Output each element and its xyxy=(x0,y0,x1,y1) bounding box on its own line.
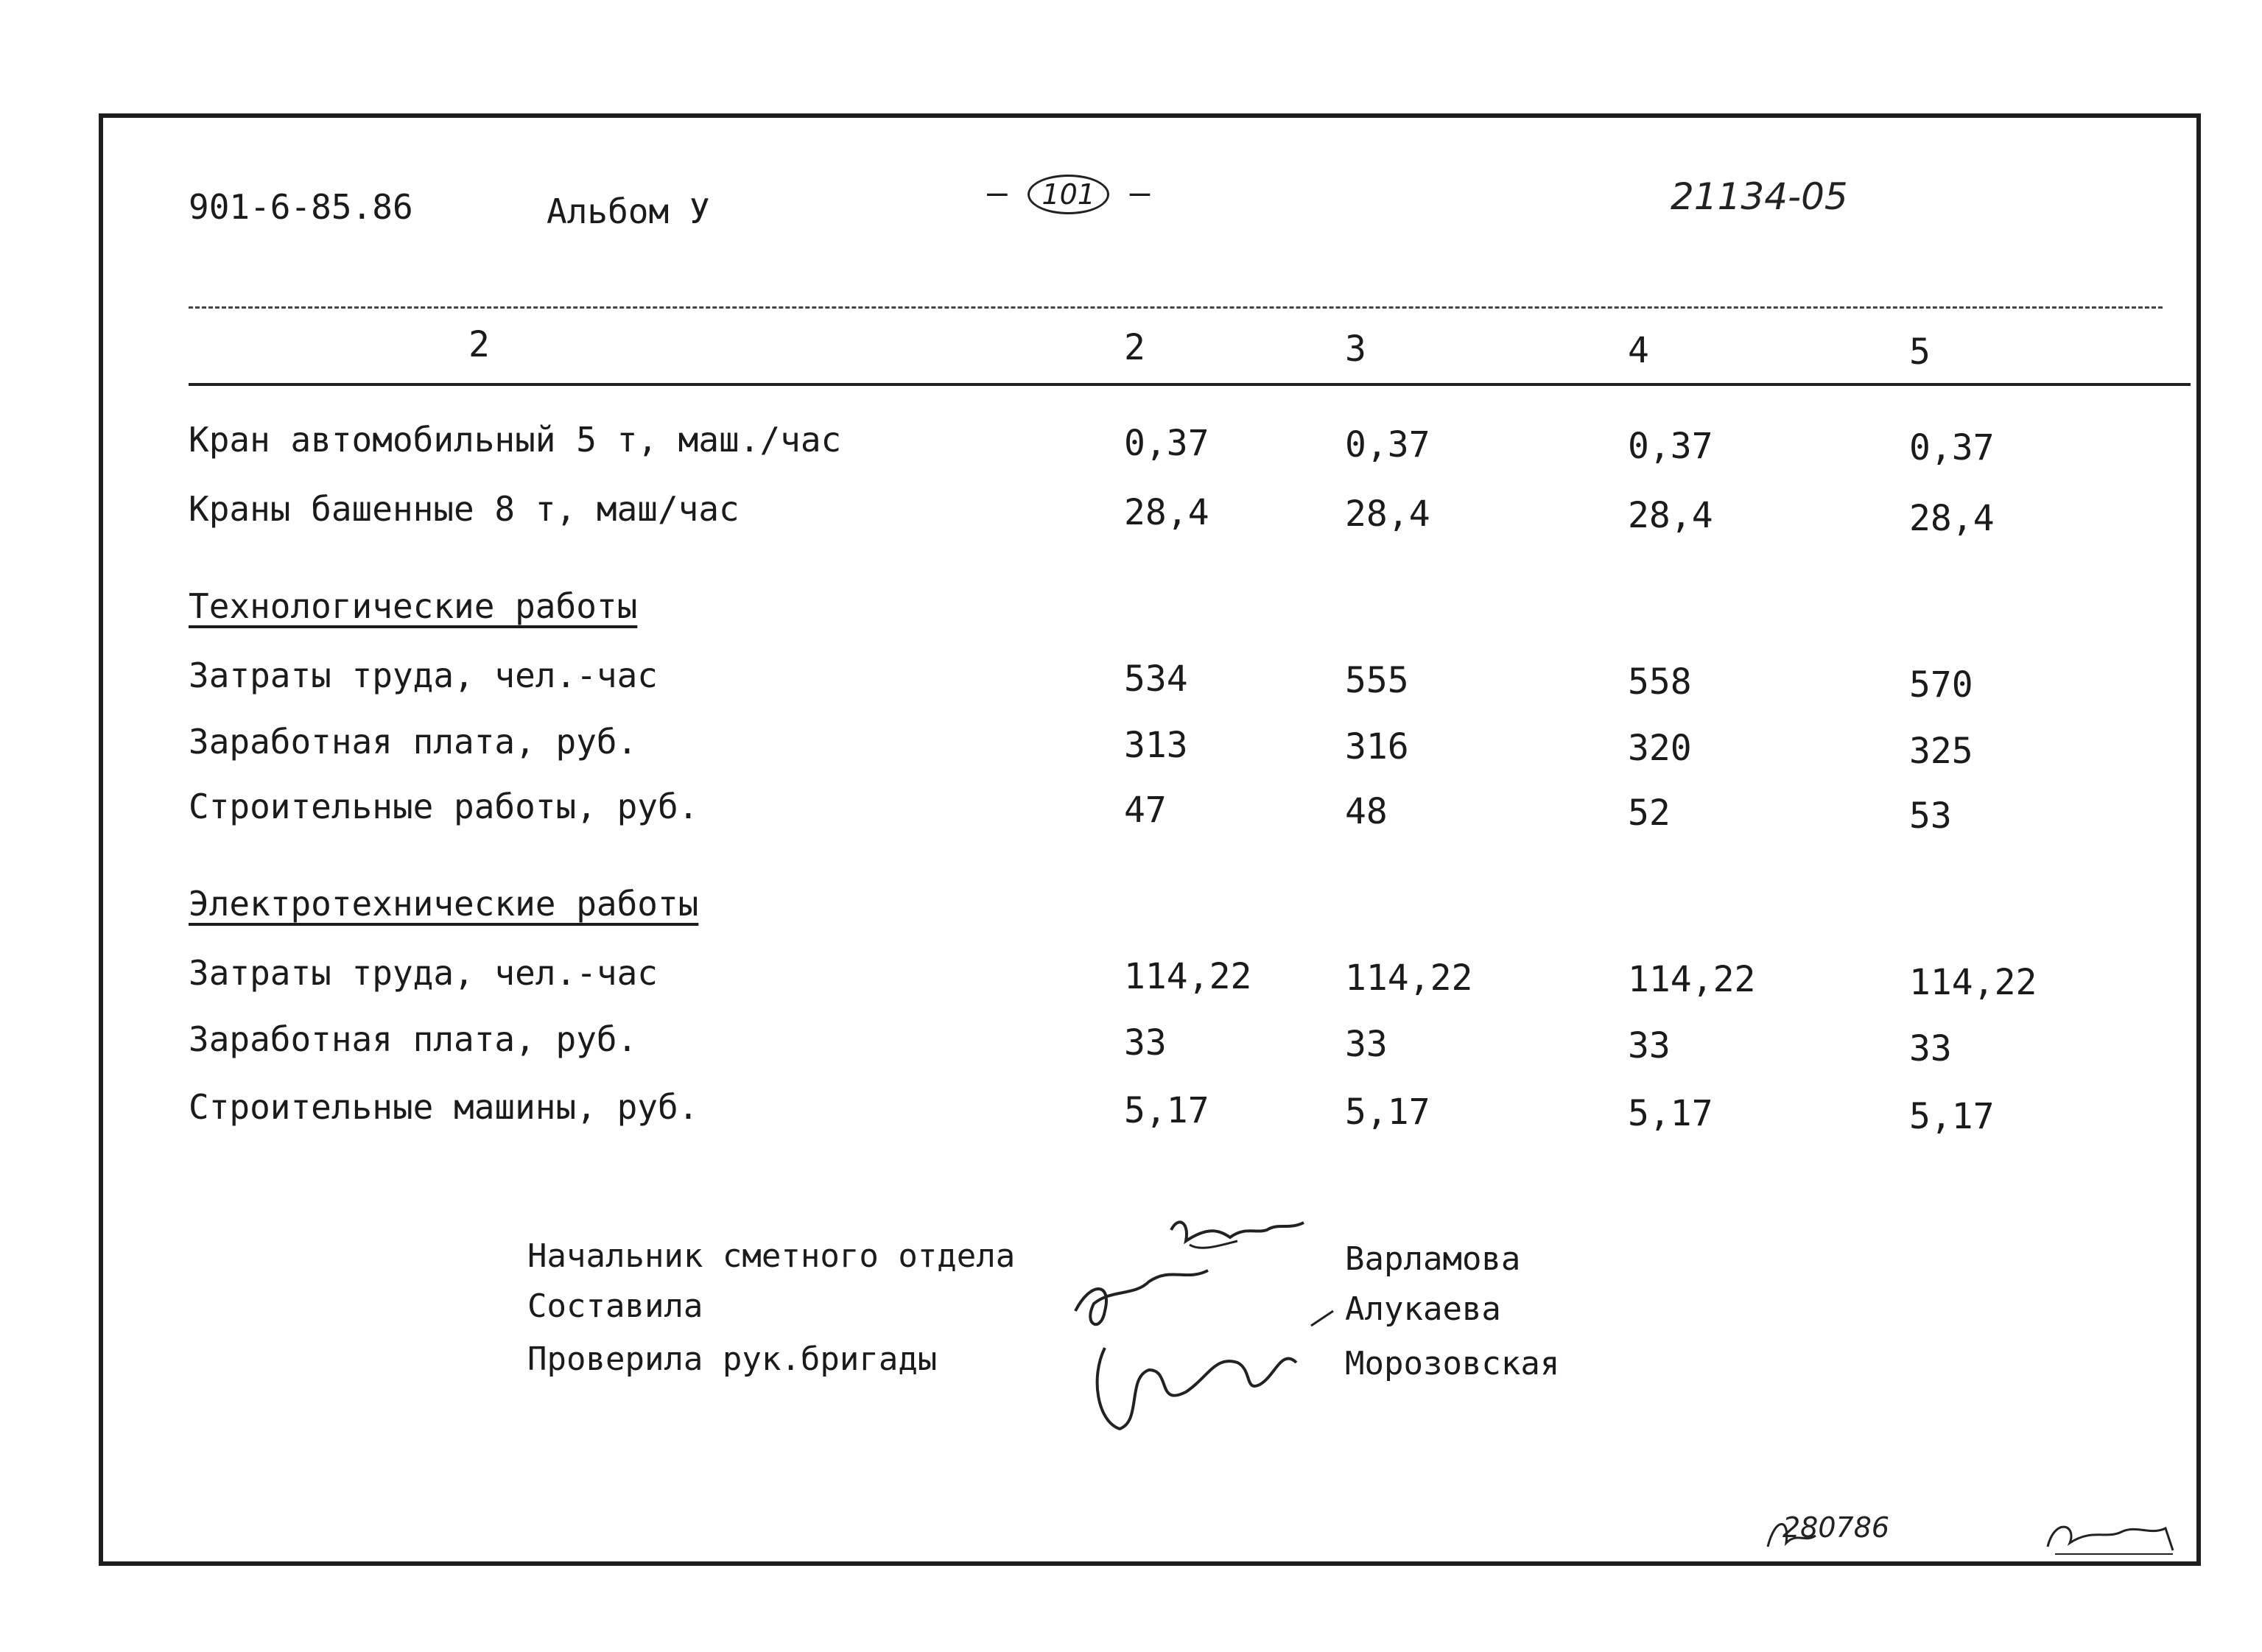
project-code: 21134-05 xyxy=(1671,175,1848,218)
signature-role: Проверила рук.бригады xyxy=(527,1340,938,1378)
table-cell: 0,37 xyxy=(1909,427,1995,468)
row-label: Краны башенные 8 т, маш/час xyxy=(189,489,740,529)
table-cell: 28,4 xyxy=(1124,492,1209,533)
table-cell: 320 xyxy=(1628,728,1692,769)
column-header-3: 3 xyxy=(1345,328,1366,370)
row-label: Заработная плата, руб. xyxy=(189,1019,638,1059)
table-cell: 313 xyxy=(1124,725,1188,766)
row-label: Заработная плата, руб. xyxy=(189,722,638,762)
row-label: Затраты труда, чел.-час xyxy=(189,655,658,695)
signature-name: Морозовская xyxy=(1345,1345,1560,1382)
table-cell: 5,17 xyxy=(1909,1096,1995,1137)
row-label: Строительные машины, руб. xyxy=(189,1087,699,1127)
table-cell: 47 xyxy=(1124,790,1167,831)
doc-code: 901-6-85.86 xyxy=(189,187,413,227)
column-header-1: 2 xyxy=(468,324,490,365)
table-cell: 570 xyxy=(1909,664,1973,706)
table-cell: 114,22 xyxy=(1628,959,1756,1000)
signature-role: Составила xyxy=(527,1287,703,1325)
column-header-2: 2 xyxy=(1124,327,1145,368)
table-cell: 558 xyxy=(1628,661,1692,703)
table-cell: 53 xyxy=(1909,795,1952,837)
signature-name: Варламова xyxy=(1345,1240,1521,1278)
handwritten-signatures xyxy=(1061,1201,1355,1451)
table-cell: 0,37 xyxy=(1628,426,1713,467)
section-title: Технологические работы xyxy=(189,586,638,626)
footer-signatures xyxy=(1760,1502,2188,1569)
table-cell: 325 xyxy=(1909,731,1973,772)
page-number-marker: – 101 – xyxy=(987,172,1150,214)
table-cell: 33 xyxy=(1124,1022,1167,1064)
table-cell: 534 xyxy=(1124,658,1188,700)
signature-name: Алукаева xyxy=(1345,1290,1501,1328)
column-header-4: 4 xyxy=(1628,330,1649,371)
table-top-rule xyxy=(189,306,2163,309)
row-label: Кран автомобильный 5 т, маш./час xyxy=(189,420,842,460)
table-cell: 28,4 xyxy=(1628,495,1713,536)
table-cell: 114,22 xyxy=(1124,956,1252,997)
table-cell: 114,22 xyxy=(1345,957,1473,999)
row-label: Затраты труда, чел.-час xyxy=(189,953,658,993)
table-cell: 555 xyxy=(1345,660,1409,701)
signature-role: Начальник сметного отдела xyxy=(527,1237,1016,1275)
table-cell: 33 xyxy=(1909,1028,1952,1069)
table-cell: 28,4 xyxy=(1345,493,1430,535)
table-cell: 5,17 xyxy=(1124,1090,1209,1131)
table-cell: 48 xyxy=(1345,791,1388,832)
column-header-5: 5 xyxy=(1909,331,1931,373)
table-cell: 33 xyxy=(1628,1025,1671,1066)
stamp-note: 280786 xyxy=(1782,1511,1890,1544)
page-number: 101 xyxy=(1042,178,1095,211)
table-cell: 114,22 xyxy=(1909,962,2037,1003)
section-title: Электротехнические работы xyxy=(189,884,699,924)
table-cell: 0,37 xyxy=(1345,424,1430,465)
table-cell: 316 xyxy=(1345,726,1409,767)
table-cell: 52 xyxy=(1628,792,1671,834)
table-header-rule xyxy=(189,383,2191,386)
row-label: Строительные работы, руб. xyxy=(189,787,699,826)
table-cell: 5,17 xyxy=(1628,1093,1713,1134)
table-cell: 5,17 xyxy=(1345,1092,1430,1133)
table-cell: 0,37 xyxy=(1124,423,1209,464)
album-label: Альбом У xyxy=(547,191,710,231)
table-cell: 28,4 xyxy=(1909,498,1995,539)
page-number-circle xyxy=(1028,175,1109,214)
table-cell: 33 xyxy=(1345,1024,1388,1065)
